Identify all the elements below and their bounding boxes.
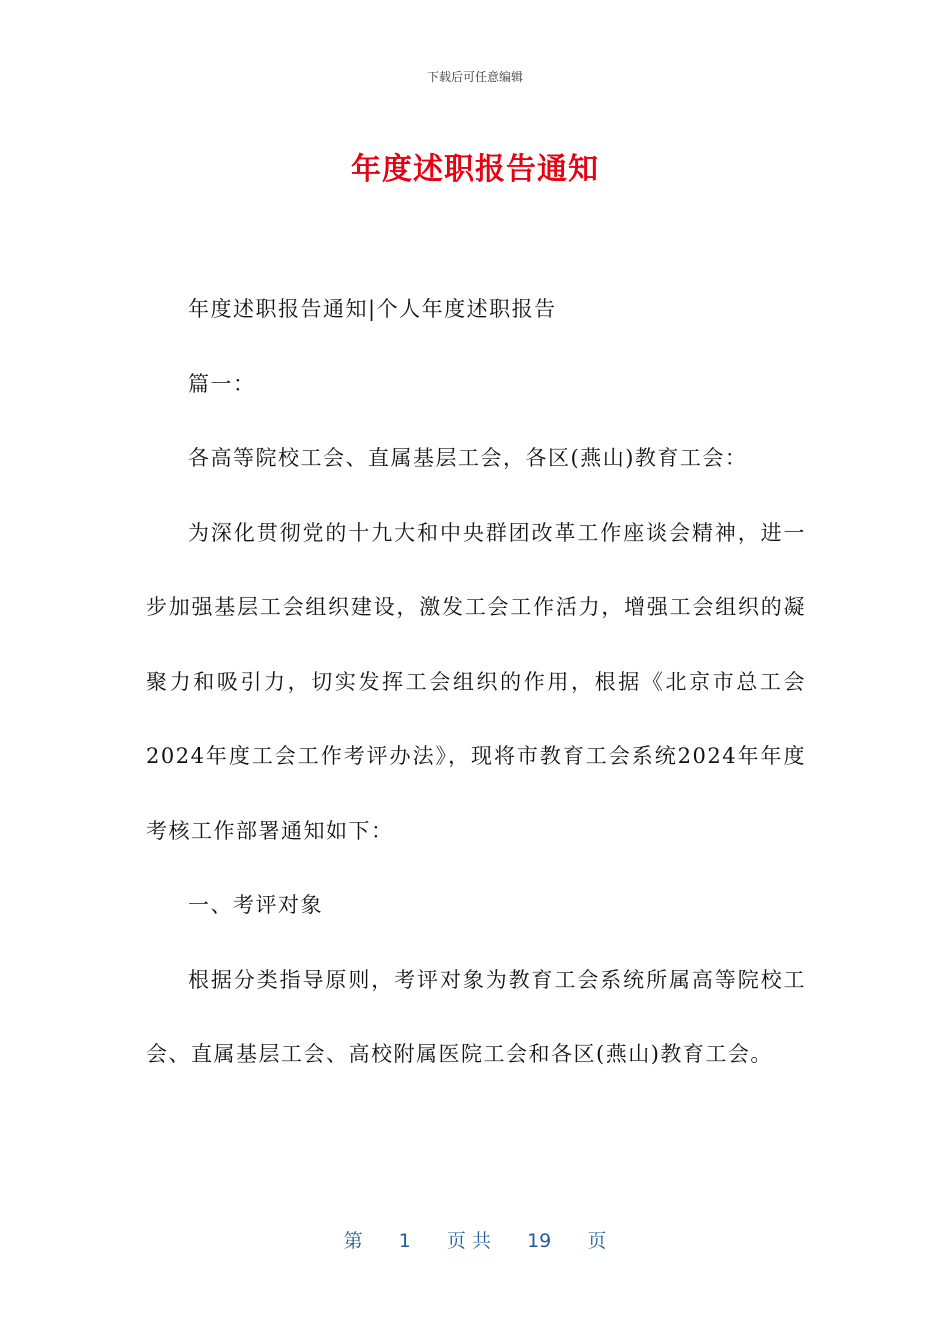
paragraph-heading-one: 一、考评对象 [188,893,323,917]
paragraph-intro: 为深化贯彻党的十九大和中央群团改革工作座谈会精神，进一步加强基层工会组织建设，激发工会工作活力，增强工会组织的凝聚力和吸引力，切实发挥工会组织的作用，根据《北京市总工会2024年度工会工作考评办法》，现将市教育工会系统2024年年度考核工作部署通知如下： [146,520,806,843]
paragraph-salutation: 各高等院校工会、直属基层工会，各区(燕山)教育工会： [188,446,748,470]
footer-total-unit: 页 [587,1230,607,1252]
paragraph-evaluation-targets: 根据分类指导原则，考评对象为教育工会系统所属高等院校工会、直属基层工会、高校附属医院工会和各区(燕山)教育工会。 [146,967,806,1066]
footer-total-pages: 19 [527,1230,552,1252]
footer-page-unit: 页 [446,1230,466,1252]
footer-total-label: 共 [471,1230,491,1252]
header-note: 下载后可任意编辑 [426,70,523,84]
document-title: 年度述职报告通知 [351,152,599,187]
footer-page-number: 1 [398,1230,411,1252]
footer-page-label: 第 [343,1230,363,1252]
page-footer [0,1226,950,1253]
paragraph-section-label: 篇一： [188,371,256,396]
document-body [146,272,806,1092]
paragraph-subtitle: 年度述职报告通知|个人年度述职报告 [188,297,557,321]
